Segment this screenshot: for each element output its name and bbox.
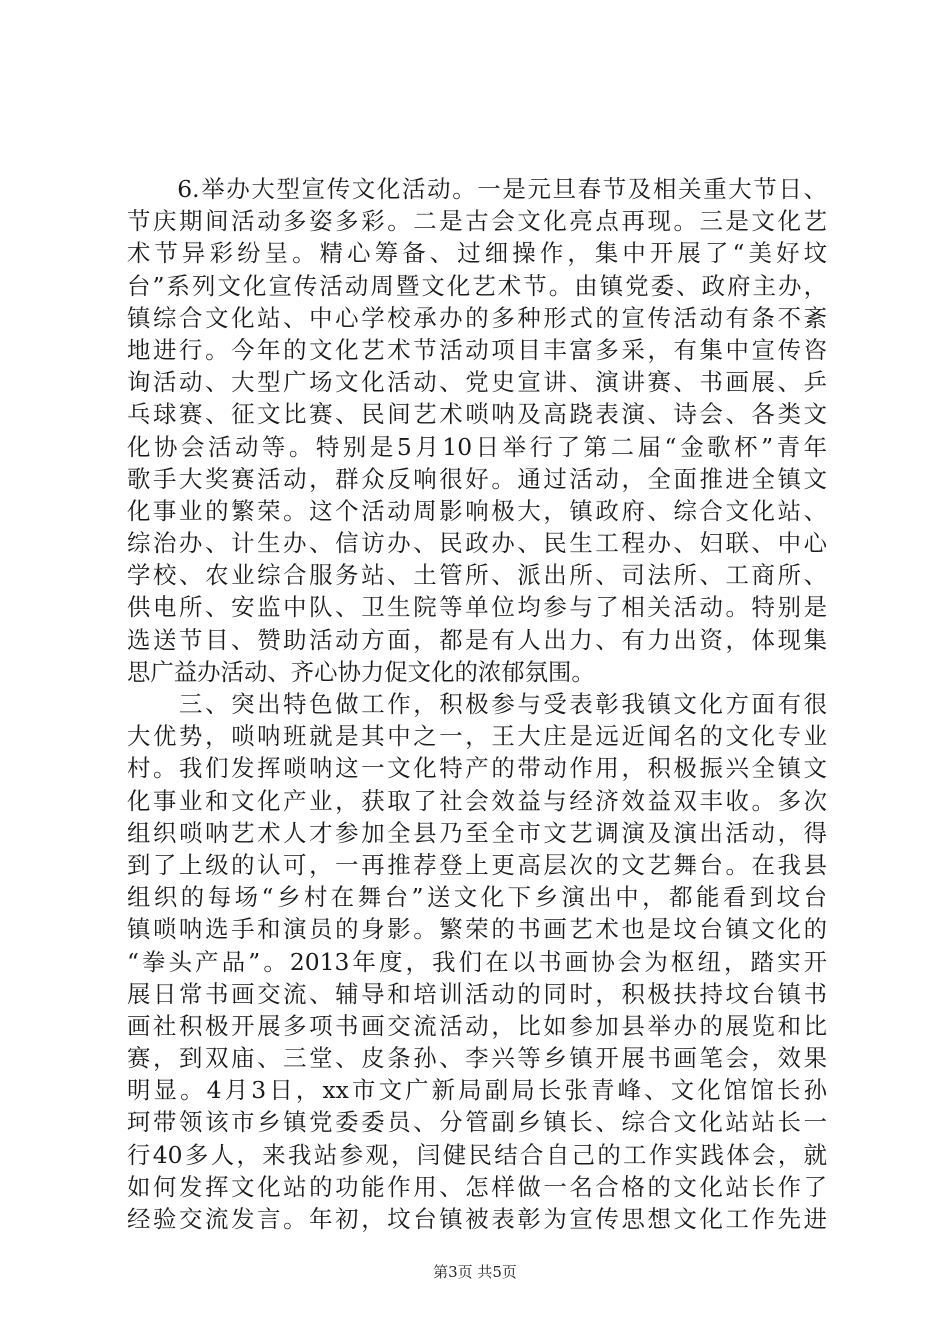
text-line: 思广益办活动、齐心协力促文化的浓郁氛围。	[127, 657, 595, 686]
text-line: 到了上级的认可，一再推荐登上更高层次的文艺舞台。在我县	[127, 850, 827, 879]
text-line: 镇综合文化站、中心学校承办的多种形式的宣传活动有条不紊	[127, 303, 827, 332]
text-line: 镇唢呐选手和演员的身影。繁荣的书画艺术也是坟台镇文化的	[127, 915, 827, 944]
text-line: 化事业和文化产业，获取了社会效益与经济效益双丰收。多次	[127, 786, 827, 815]
page-footer: 第3页 共5页	[433, 1263, 517, 1281]
text-line: 如何发挥文化站的功能作用、怎样做一名合格的文化站长作了	[127, 1172, 827, 1201]
text-line: 节庆期间活动多姿多彩。二是古会文化亮点再现。三是文化艺	[127, 207, 827, 236]
text-line: 珂带领该市乡镇党委委员、分管副乡镇长、综合文化站站长一	[127, 1108, 827, 1137]
text-line: 赛，到双庙、三堂、皮条孙、李兴等乡镇开展书画笔会，效果	[127, 1044, 827, 1073]
text-line: 询活动、大型广场文化活动、党史宣讲、演讲赛、书画展、乒	[127, 368, 827, 397]
text-line: “拳头产品”。2013年度，我们在以书画协会为枢纽，踏实开	[127, 947, 827, 976]
text-line: 化事业的繁荣。这个活动周影响极大，镇政府、综合文化站、	[127, 496, 827, 525]
text-line: 化协会活动等。特别是5月10日举行了第二届“金歌杯”青年	[127, 432, 827, 461]
text-line: 地进行。今年的文化艺术节活动项目丰富多采，有集中宣传咨	[127, 335, 827, 364]
text-line: 明显。4月3日，xx市文广新局副局长张青峰、文化馆馆长孙	[127, 1076, 827, 1105]
text-line: 组织唢呐艺术人才参加全县乃至全市文艺调演及演出活动，得	[127, 818, 827, 847]
text-line: 画社积极开展多项书画交流活动，比如参加县举办的展览和比	[127, 1011, 827, 1040]
text-line: 综治办、计生办、信访办、民政办、民生工程办、妇联、中心	[127, 529, 827, 558]
paragraph-features	[127, 688, 827, 1235]
text-line: 台”系列文化宣传活动周暨文化艺术节。由镇党委、政府主办，	[127, 271, 827, 300]
text-line: 供电所、安监中队、卫生院等单位均参与了相关活动。特别是	[127, 593, 827, 622]
text-line: 术节异彩纷呈。精心筹备、过细操作，集中开展了“美好坟	[127, 239, 827, 268]
text-line: 经验交流发言。年初，坟台镇被表彰为宣传思想文化工作先进	[127, 1205, 827, 1233]
text-line: 三、突出特色做工作，积极参与受表彰我镇文化方面有很	[127, 690, 827, 718]
text-line: 行40多人，来我站参观，闫健民结合自己的工作实践体会，就	[127, 1140, 827, 1169]
document-body	[127, 173, 827, 1235]
text-line: 村。我们发挥唢呐这一文化特产的带动作用，积极振兴全镇文	[127, 754, 827, 783]
text-line: 乓球赛、征文比赛、民间艺术唢呐及高跷表演、诗会、各类文	[127, 400, 827, 429]
text-line: 学校、农业综合服务站、土管所、派出所、司法所、工商所、	[127, 561, 827, 590]
text-line: 展日常书画交流、辅导和培训活动的同时，积极扶持坟台镇书	[127, 979, 827, 1008]
paragraph-activities	[127, 173, 827, 688]
text-line: 歌手大奖赛活动，群众反响很好。通过活动，全面推进全镇文	[127, 464, 827, 493]
text-line: 大优势，唢呐班就是其中之一，王大庄是远近闻名的文化专业	[127, 722, 827, 751]
text-line: 选送节目、赞助活动方面，都是有人出力、有力出资，体现集	[127, 625, 827, 654]
text-line: 组织的每场“乡村在舞台”送文化下乡演出中，都能看到坟台	[127, 883, 827, 912]
text-line: 6.举办大型宣传文化活动。一是元旦春节及相关重大节日、	[127, 175, 827, 203]
